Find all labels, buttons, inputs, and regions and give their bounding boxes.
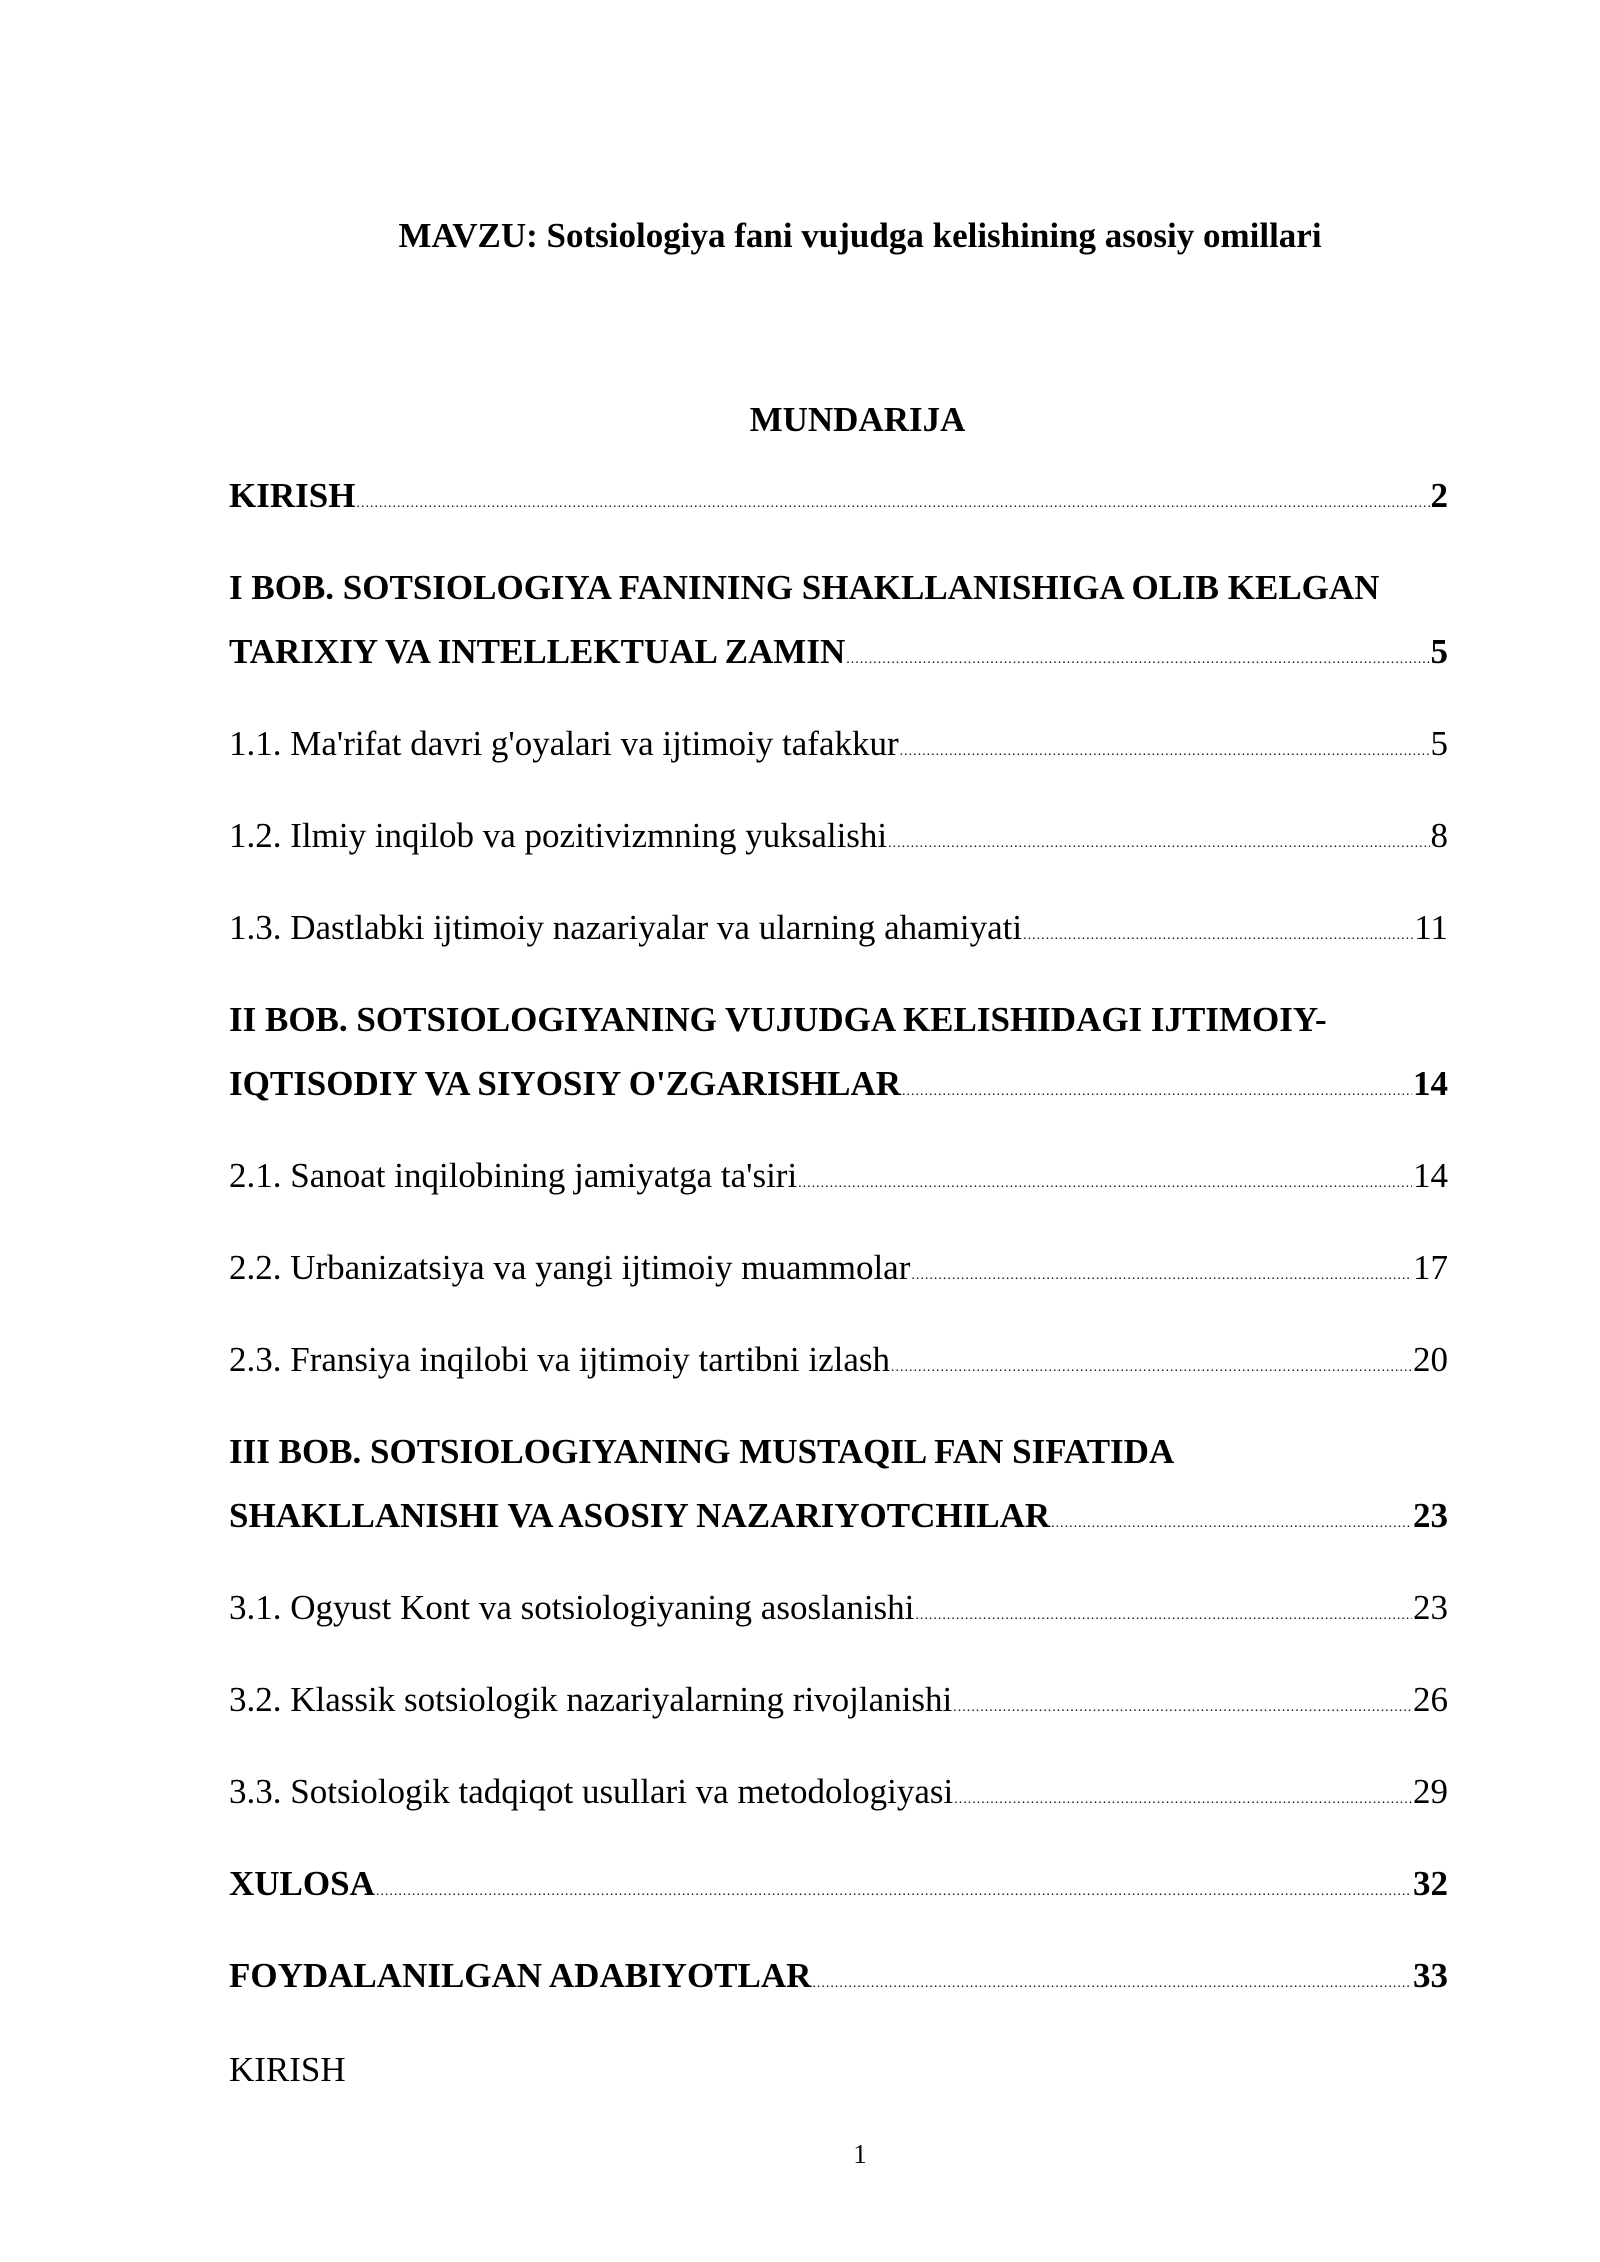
dot-leader [846, 636, 1429, 684]
toc-entry-label: 1.2. Ilmiy inqilob va pozitivizmning yuksalishi [229, 816, 888, 855]
toc-page-number: 23 [1413, 1588, 1448, 1627]
toc-entry-label-line1: I BOB. SOTSIOLOGIYA FANINING SHAKLLANISHIGA OLIB KELGAN [229, 568, 1380, 607]
toc-entry-kirish[interactable] [229, 472, 1448, 528]
page-title: MAVZU: Sotsiologiya fani vujudga kelishining asosiy omillari [398, 216, 1322, 255]
dot-leader [911, 1252, 1412, 1300]
toc-entry-section-2-2[interactable] [229, 1244, 1448, 1300]
dot-leader [1051, 1500, 1412, 1548]
dot-leader [902, 1068, 1412, 1116]
toc-entry-label-line2: SHAKLLANISHI VA ASOSIY NAZARIYOTCHILAR [229, 1496, 1051, 1535]
toc-page-number: 14 [1413, 1156, 1448, 1195]
toc-entry-label: FOYDALANILGAN ADABIYOTLAR [229, 1956, 812, 1995]
toc-entry-label: 3.2. Klassik sotsiologik nazariyalarning rivojlanishi [229, 1680, 953, 1719]
toc-entry-section-1-3[interactable] [229, 904, 1448, 960]
toc-entry-section-1-1[interactable] [229, 720, 1448, 776]
toc-entry-label: 1.1. Ma'rifat davri g'oyalari va ijtimoiy tafakkur [229, 724, 899, 763]
toc-page-number: 32 [1413, 1864, 1448, 1903]
toc-page-number: 5 [1430, 632, 1448, 671]
dot-leader [356, 480, 1429, 528]
toc-page-number: 20 [1413, 1340, 1448, 1379]
toc-entry-chapter-3[interactable] [229, 1428, 1448, 1548]
toc-page-number: 2 [1430, 476, 1448, 515]
toc-entry-label-line1: III BOB. SOTSIOLOGIYANING MUSTAQIL FAN SIFATIDA [229, 1432, 1175, 1471]
dot-leader [812, 1960, 1412, 2008]
toc-entry-label-line2: IQTISODIY VA SIYOSIY O'ZGARISHLAR [229, 1064, 902, 1103]
toc-page-number: 33 [1413, 1956, 1448, 1995]
dot-leader [900, 728, 1430, 776]
dot-leader [376, 1868, 1412, 1916]
toc-entry-label: 1.3. Dastlabki ijtimoiy nazariyalar va ularning ahamiyati [229, 908, 1023, 947]
toc-heading: MUNDARIJA [749, 400, 966, 439]
toc-entry-chapter-1[interactable] [229, 564, 1448, 684]
dot-leader [888, 820, 1429, 868]
toc-entry-section-3-2[interactable] [229, 1676, 1448, 1732]
toc-page-number: 5 [1430, 724, 1448, 763]
toc-entry-label: 2.3. Fransiya inqilobi va ijtimoiy tartibni izlash [229, 1340, 891, 1379]
toc-entry-section-1-2[interactable] [229, 812, 1448, 868]
toc-entry-xulosa[interactable] [229, 1860, 1448, 1916]
page-number: 1 [853, 2139, 867, 2169]
toc-entry-section-3-1[interactable] [229, 1584, 1448, 1640]
toc-page-number: 8 [1430, 816, 1448, 855]
dot-leader [953, 1684, 1412, 1732]
toc-page-number: 26 [1413, 1680, 1448, 1719]
toc-entry-label: 3.1. Ogyust Kont va sotsiologiyaning asoslanishi [229, 1588, 915, 1627]
dot-leader [1023, 912, 1413, 960]
dot-leader [798, 1160, 1412, 1208]
toc-entry-section-2-1[interactable] [229, 1152, 1448, 1208]
toc-page-number: 11 [1414, 908, 1448, 947]
toc-entry-label: 3.3. Sotsiologik tadqiqot usullari va metodologiyasi [229, 1772, 954, 1811]
toc-page-number: 14 [1413, 1064, 1448, 1103]
dot-leader [954, 1776, 1412, 1824]
dot-leader [915, 1592, 1412, 1640]
toc-entry-label: XULOSA [229, 1864, 375, 1903]
toc-page-number: 17 [1413, 1248, 1448, 1287]
toc-entry-label: KIRISH [229, 476, 356, 515]
toc-entry-chapter-2[interactable] [229, 996, 1448, 1116]
toc-entry-references[interactable] [229, 1952, 1448, 2008]
toc-entry-label: 2.1. Sanoat inqilobining jamiyatga ta'siri [229, 1156, 798, 1195]
toc-page-number: 23 [1413, 1496, 1448, 1535]
toc-entry-label-line1: II BOB. SOTSIOLOGIYANING VUJUDGA KELISHIDAGI IJTIMOIY- [229, 1000, 1327, 1039]
toc-page-number: 29 [1413, 1772, 1448, 1811]
section-heading-kirish: KIRISH [229, 2050, 346, 2089]
toc-entry-label-line2: TARIXIY VA INTELLEKTUAL ZAMIN [229, 632, 846, 671]
toc-entry-section-3-3[interactable] [229, 1768, 1448, 1824]
toc-entry-section-2-3[interactable] [229, 1336, 1448, 1392]
dot-leader [891, 1344, 1412, 1392]
toc-entry-label: 2.2. Urbanizatsiya va yangi ijtimoiy muammolar [229, 1248, 911, 1287]
